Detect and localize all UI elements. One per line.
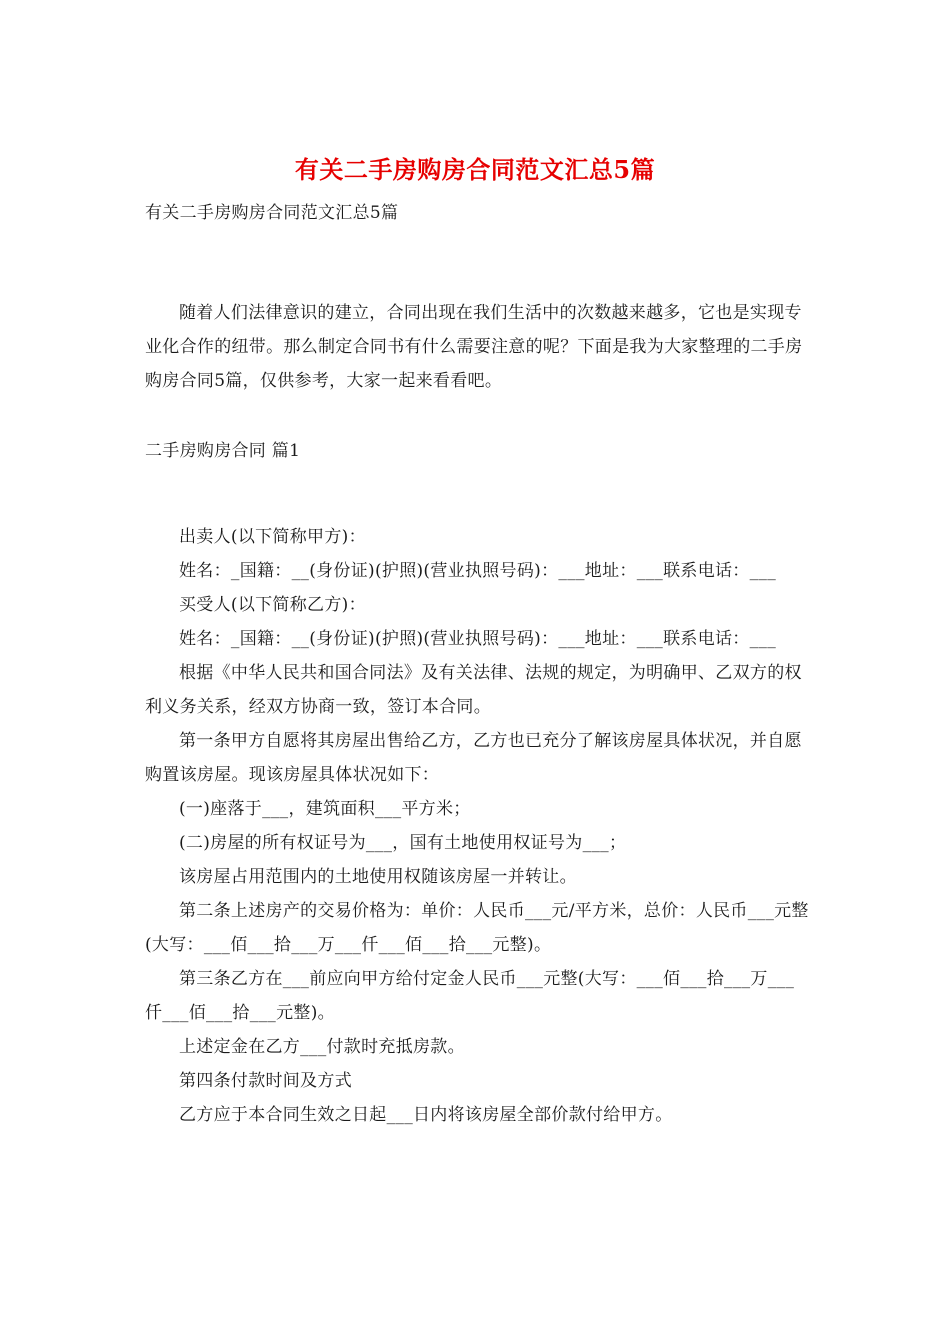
article-1: 第一条甲方自愿将其房屋出售给乙方，乙方也已充分了解该房屋具体状况，并自愿购置该房屋。现该房屋具体状况如下： [145, 731, 802, 785]
article-4-heading: 第四条付款时间及方式 [179, 1071, 352, 1091]
article-4-text: 乙方应于本合同生效之日起___日内将该房屋全部价款付给甲方。 [179, 1105, 673, 1125]
seller-info: 姓名：_国籍：__(身份证)(护照)(营业执照号码)：___地址：___联系电话：___ [179, 561, 776, 581]
article-1-item-1: (一)座落于___，建筑面积___平方米； [179, 799, 471, 819]
article-3-deposit: 上述定金在乙方___付款时充抵房款。 [179, 1037, 465, 1057]
article-1-land: 该房屋占用范围内的土地使用权随该房屋一并转让。 [179, 867, 577, 887]
article-3: 第三条乙方在___前应向甲方给付定金人民币___元整(大写：___佰___拾___万___仟___佰___拾___元整)。 [145, 969, 795, 1023]
intro-paragraph: 随着人们法律意识的建立，合同出现在我们生活中的次数越来越多，它也是实现专业化合作的纽带。那么制定合同书有什么需要注意的呢？下面是我为大家整理的二手房购房合同5篇，仅供参考，大家一起来看看吧。 [145, 303, 803, 391]
article-2: 第二条上述房产的交易价格为：单价：人民币___元/平方米，总价：人民币___元整(大写：___佰___拾___万___仟___佰___拾___元整)。 [145, 901, 809, 955]
seller-label: 出卖人(以下简称甲方)： [179, 527, 366, 547]
basis-paragraph: 根据《中华人民共和国合同法》及有关法律、法规的规定，为明确甲、乙双方的权利义务关系，经双方协商一致，签订本合同。 [145, 663, 802, 717]
buyer-info: 姓名：_国籍：__(身份证)(护照)(营业执照号码)：___地址：___联系电话：___ [179, 629, 776, 649]
document-body [145, 296, 810, 1132]
document-title: 有关二手房购房合同范文汇总5篇 [294, 155, 656, 184]
document-subtitle: 有关二手房购房合同范文汇总5篇 [145, 203, 399, 223]
section-heading: 二手房购房合同 篇1 [145, 441, 301, 461]
article-1-item-2: (二)房屋的所有权证号为___，国有土地使用权证号为___； [179, 833, 627, 853]
buyer-label: 买受人(以下简称乙方)： [179, 595, 366, 615]
